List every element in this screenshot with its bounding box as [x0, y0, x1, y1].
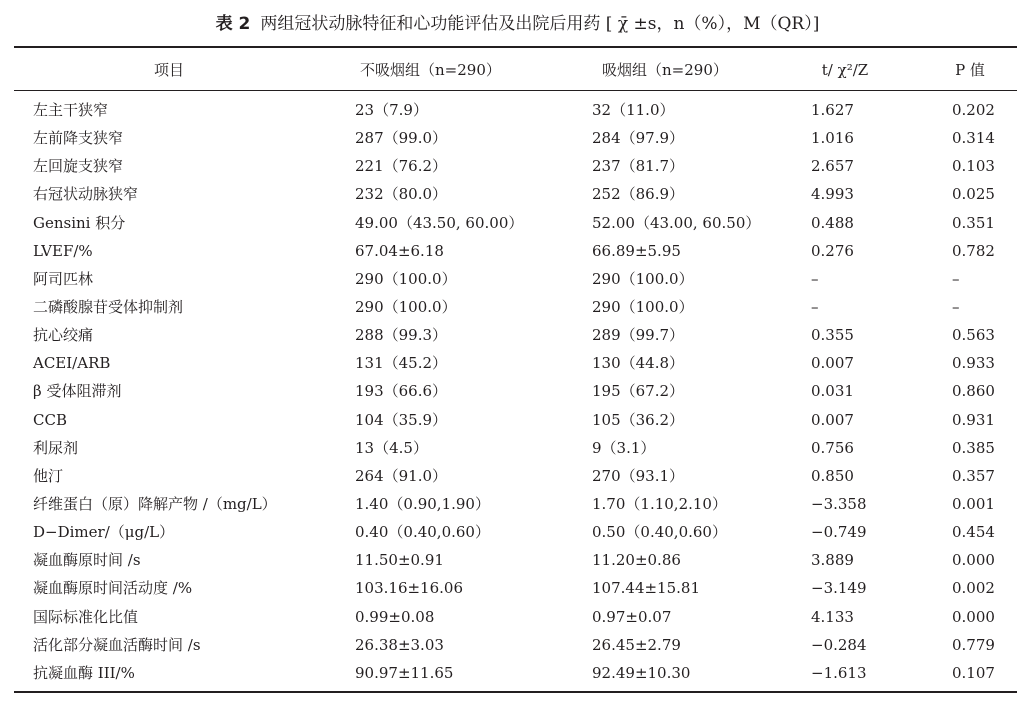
row-statistic: −0.749 [811, 523, 867, 542]
row-nonsmoker-value: 49.00（43.50, 60.00） [355, 213, 524, 232]
row-statistic: −3.358 [811, 494, 867, 513]
row-nonsmoker-value: 23（7.9） [355, 101, 428, 119]
table-row [0, 237, 1035, 265]
table-row [0, 659, 1035, 687]
table-row [0, 546, 1035, 574]
row-statistic: 0.756 [811, 438, 854, 457]
row-smoker-value: 195（67.2） [592, 382, 685, 401]
row-p-value: 0.860 [952, 382, 995, 401]
table-row [0, 406, 1035, 434]
table-row [0, 265, 1035, 293]
row-item: CCB [33, 410, 67, 429]
row-smoker-value: 32（11.0） [592, 101, 675, 119]
row-smoker-value: 252（86.9） [592, 185, 685, 204]
row-p-value: 0.931 [952, 410, 995, 429]
row-nonsmoker-value: 0.99±0.08 [355, 607, 435, 626]
row-smoker-value: 26.45±2.79 [592, 635, 681, 654]
row-statistic: 0.276 [811, 241, 854, 260]
row-item: D−Dimer/（μg/L） [33, 523, 175, 542]
table-top-rule [14, 46, 1017, 48]
row-nonsmoker-value: 26.38±3.03 [355, 635, 444, 654]
row-smoker-value: 270（93.1） [592, 466, 685, 485]
row-item: 凝血酶原时间 /s [33, 551, 141, 570]
table-body [0, 96, 1035, 687]
row-nonsmoker-value: 90.97±11.65 [355, 663, 454, 682]
row-item: 抗心绞痛 [33, 326, 94, 345]
row-statistic: −3.149 [811, 579, 867, 598]
row-statistic: −1.613 [811, 663, 867, 682]
row-statistic: 4.133 [811, 607, 854, 626]
row-statistic: 0.355 [811, 326, 854, 345]
row-nonsmoker-value: 103.16±16.06 [355, 579, 463, 598]
row-smoker-value: 52.00（43.00, 60.50） [592, 213, 761, 232]
row-smoker-value: 0.97±0.07 [592, 607, 672, 626]
row-item: 纤维蛋白（原）降解产物 /（mg/L） [33, 494, 277, 513]
table-row [0, 321, 1035, 349]
row-smoker-value: 92.49±10.30 [592, 663, 691, 682]
row-statistic: 0.488 [811, 213, 854, 232]
row-smoker-value: 1.70（1.10,2.10） [592, 494, 727, 513]
row-nonsmoker-value: 13（4.5） [355, 438, 428, 457]
row-p-value: 0.001 [952, 494, 995, 513]
row-p-value: 0.103 [952, 157, 995, 176]
table-row [0, 124, 1035, 152]
row-p-value: 0.563 [952, 326, 995, 345]
table-row [0, 377, 1035, 405]
row-p-value: 0.107 [952, 663, 995, 682]
row-item: 左前降支狭窄 [33, 129, 124, 148]
row-item: 国际标准化比值 [33, 607, 139, 626]
row-smoker-value: 0.50（0.40,0.60） [592, 523, 727, 542]
row-item: LVEF/% [33, 241, 93, 260]
row-nonsmoker-value: 11.50±0.91 [355, 551, 444, 570]
row-smoker-value: 9（3.1） [592, 438, 656, 457]
row-statistic: 0.850 [811, 466, 854, 485]
row-nonsmoker-value: 67.04±6.18 [355, 241, 444, 260]
table-row [0, 518, 1035, 546]
row-smoker-value: 237（81.7） [592, 157, 685, 176]
header-nonsmoker-label: 不吸烟组（n=290） [360, 61, 501, 79]
row-smoker-value: 66.89±5.95 [592, 241, 681, 260]
row-item: 左回旋支狭窄 [33, 157, 124, 176]
row-p-value: 0.357 [952, 466, 995, 485]
row-statistic: 0.007 [811, 410, 854, 429]
table-row [0, 209, 1035, 237]
row-smoker-value: 284（97.9） [592, 129, 685, 148]
row-statistic: −0.284 [811, 635, 867, 654]
row-statistic: 2.657 [811, 157, 854, 176]
row-nonsmoker-value: 264（91.0） [355, 466, 448, 485]
table-row [0, 574, 1035, 602]
row-p-value: 0.000 [952, 607, 995, 626]
row-nonsmoker-value: 232（80.0） [355, 185, 448, 204]
row-smoker-value: 130（44.8） [592, 354, 685, 373]
row-statistic: 0.007 [811, 354, 854, 373]
row-smoker-value: 11.20±0.86 [592, 551, 681, 570]
row-nonsmoker-value: 221（76.2） [355, 157, 448, 176]
header-smoker [592, 58, 802, 82]
table-row [0, 152, 1035, 180]
row-smoker-value: 290（100.0） [592, 297, 694, 316]
row-smoker-value: 107.44±15.81 [592, 579, 700, 598]
row-smoker-value: 289（99.7） [592, 326, 685, 345]
row-statistic: 1.627 [811, 101, 854, 119]
row-item: Gensini 积分 [33, 213, 126, 232]
row-item: 阿司匹林 [33, 269, 94, 288]
row-item: 右冠状动脉狭窄 [33, 185, 139, 204]
row-nonsmoker-value: 193（66.6） [355, 382, 448, 401]
table-row [0, 434, 1035, 462]
row-nonsmoker-value: 131（45.2） [355, 354, 448, 373]
table-row [0, 180, 1035, 208]
row-p-value: 0.025 [952, 185, 995, 204]
row-p-value: 0.779 [952, 635, 995, 654]
table-row [0, 96, 1035, 124]
row-p-value: 0.000 [952, 551, 995, 570]
row-p-value: 0.351 [952, 213, 995, 232]
row-item: ACEI/ARB [33, 354, 111, 373]
row-item: 他汀 [33, 466, 64, 485]
row-item: 利尿剂 [33, 438, 79, 457]
header-nonsmoker [355, 58, 590, 82]
row-p-value: 0.385 [952, 438, 995, 457]
table-row [0, 462, 1035, 490]
table-label: 表 2 [215, 14, 251, 34]
table-row [0, 293, 1035, 321]
row-item: 活化部分凝血活酶时间 /s [33, 635, 201, 654]
row-item: 凝血酶原时间活动度 /% [33, 579, 193, 598]
row-nonsmoker-value: 287（99.0） [355, 129, 448, 148]
table-bottom-rule [14, 691, 1017, 693]
row-nonsmoker-value: 0.40（0.40,0.60） [355, 523, 490, 542]
row-p-value: – [952, 269, 960, 288]
header-p-value: P 值 [955, 61, 985, 79]
row-nonsmoker-value: 290（100.0） [355, 269, 457, 288]
row-item: 二磷酸腺苷受体抑制剂 [33, 297, 184, 316]
row-p-value: 0.202 [952, 101, 995, 119]
row-p-value: 0.002 [952, 579, 995, 598]
row-item: β 受体阻滞剂 [33, 382, 122, 401]
row-item: 抗凝血酶 III/% [33, 663, 135, 682]
row-statistic: – [811, 297, 819, 316]
header-smoker-label: 吸烟组（n=290） [602, 61, 728, 79]
table-row [0, 631, 1035, 659]
row-p-value: 0.314 [952, 129, 995, 148]
table-caption [0, 12, 1035, 36]
row-nonsmoker-value: 290（100.0） [355, 297, 457, 316]
row-item: 左主干狭窄 [33, 101, 109, 119]
row-statistic: 0.031 [811, 382, 854, 401]
row-p-value: 0.933 [952, 354, 995, 373]
header-statistic: t/ χ²/Z [821, 61, 869, 79]
row-nonsmoker-value: 104（35.9） [355, 410, 448, 429]
table-title: 两组冠状动脉特征和心功能评估及出院后用药 [ χ̄ ±s，n（%），M（QR）] [260, 14, 820, 34]
row-nonsmoker-value: 288（99.3） [355, 326, 448, 345]
row-statistic: 3.889 [811, 551, 854, 570]
table-row [0, 349, 1035, 377]
row-p-value: 0.782 [952, 241, 995, 260]
row-statistic: – [811, 269, 819, 288]
row-smoker-value: 105（36.2） [592, 410, 685, 429]
row-p-value: 0.454 [952, 523, 995, 542]
row-statistic: 4.993 [811, 185, 854, 204]
row-statistic: 1.016 [811, 129, 854, 148]
table-row [0, 603, 1035, 631]
row-nonsmoker-value: 1.40（0.90,1.90） [355, 494, 490, 513]
row-p-value: – [952, 297, 960, 316]
row-smoker-value: 290（100.0） [592, 269, 694, 288]
table-header-rule [14, 90, 1017, 91]
table-row [0, 490, 1035, 518]
header-item: 项目 [153, 61, 184, 79]
